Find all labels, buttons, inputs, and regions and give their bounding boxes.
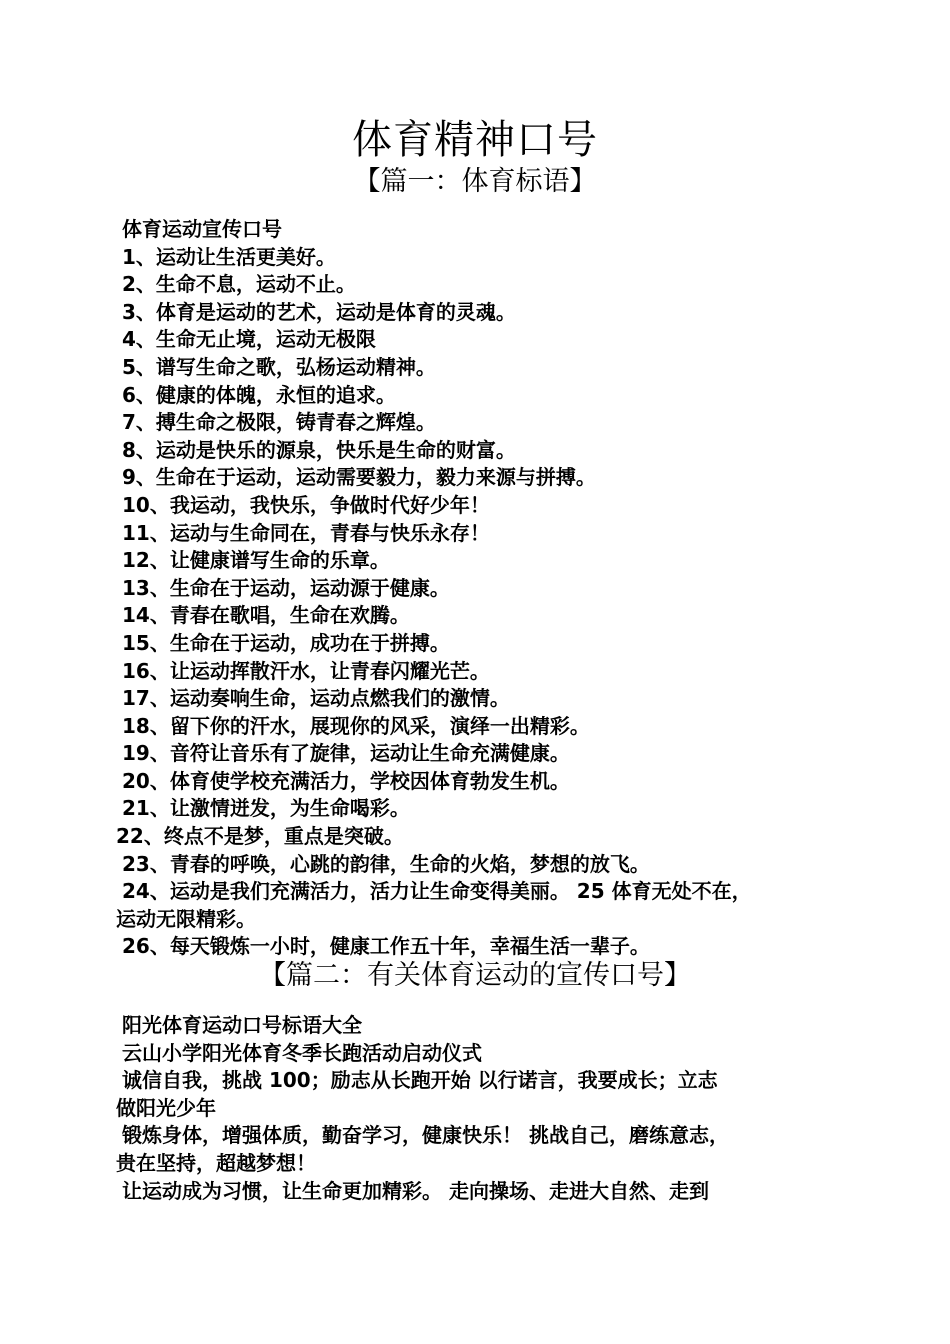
slogan-item: 11、运动与生命同在，青春与快乐永存！ — [122, 520, 490, 545]
section-2-line: 诚信自我，挑战 100；励志从长跑开始 以行诺言，我要成长；立志 — [122, 1068, 718, 1093]
slogan-item: 13、生命在于运动，运动源于健康。 — [122, 575, 450, 600]
slogan-item: 6、健康的体魄，永恒的追求。 — [122, 382, 396, 407]
section-2-line: 阳光体育运动口号标语大全 — [122, 1013, 362, 1037]
slogan-item-continuation: 运动无限精彩。 — [116, 906, 256, 931]
slogan-item: 7、搏生命之极限，铸青春之辉煌。 — [122, 410, 436, 435]
slogan-item: 3、体育是运动的艺术，运动是体育的灵魂。 — [122, 299, 516, 324]
slogan-item: 10、我运动，我快乐，争做时代好少年！ — [122, 492, 490, 517]
slogan-item: 9、生命在于运动，运动需要毅力，毅力来源与拼搏。 — [122, 465, 596, 490]
slogan-item: 24、运动是我们充满活力，活力让生命变得美丽。 25 体育无处不在， — [122, 879, 752, 904]
section-2-line: 贵在坚持，超越梦想！ — [116, 1150, 316, 1175]
section-1-body — [116, 216, 856, 961]
section-2-line: 云山小学阳光体育冬季长跑活动启动仪式 — [122, 1040, 482, 1065]
document-title: 体育精神口号 — [352, 117, 598, 163]
slogan-item: 18、留下你的汗水，展现你的风采，演绎一出精彩。 — [122, 713, 590, 738]
section-1-heading: 【篇一：体育标语】 — [353, 166, 597, 197]
slogan-item: 4、生命无止境，运动无极限 — [122, 327, 376, 352]
section-2-line: 做阳光少年 — [116, 1095, 216, 1120]
section-2-line: 锻炼身体，增强体质，勤奋学习，健康快乐！ 挑战自己，磨练意志， — [122, 1123, 729, 1148]
slogan-item: 19、音符让音乐有了旋律，运动让生命充满健康。 — [122, 741, 570, 766]
slogan-item: 21、让激情迸发，为生命喝彩。 — [122, 796, 410, 821]
slogan-item: 8、运动是快乐的源泉，快乐是生命的财富。 — [122, 437, 516, 462]
section-2-body — [116, 1012, 856, 1205]
slogan-item: 16、让运动挥散汗水，让青春闪耀光芒。 — [122, 658, 490, 683]
slogan-item: 12、让健康谱写生命的乐章。 — [122, 548, 390, 573]
slogan-item: 15、生命在于运动，成功在于拼搏。 — [122, 630, 450, 655]
slogan-item: 2、生命不息，运动不止。 — [122, 272, 356, 297]
slogan-item: 14、青春在歌唱，生命在欢腾。 — [122, 603, 410, 628]
slogan-item: 22、终点不是梦，重点是突破。 — [116, 824, 404, 849]
section-2-line: 让运动成为习惯，让生命更加精彩。 走向操场、走进大自然、走到 — [122, 1178, 709, 1203]
slogan-item: 5、谱写生命之歌，弘杨运动精神。 — [122, 354, 436, 379]
slogan-item: 20、体育使学校充满活力，学校因体育勃发生机。 — [122, 768, 570, 793]
slogan-item: 17、运动奏响生命，运动点燃我们的激情。 — [122, 686, 510, 711]
slogan-item: 26、每天锻炼一小时，健康工作五十年，幸福生活一辈子。 — [122, 934, 650, 959]
section-2-heading: 【篇二：有关体育运动的宣传口号】 — [259, 960, 691, 991]
section-1-subheading: 体育运动宣传口号 — [122, 217, 282, 241]
slogan-item: 23、青春的呼唤，心跳的韵律，生命的火焰，梦想的放飞。 — [122, 851, 650, 876]
slogan-item: 1、运动让生活更美好。 — [122, 244, 336, 269]
